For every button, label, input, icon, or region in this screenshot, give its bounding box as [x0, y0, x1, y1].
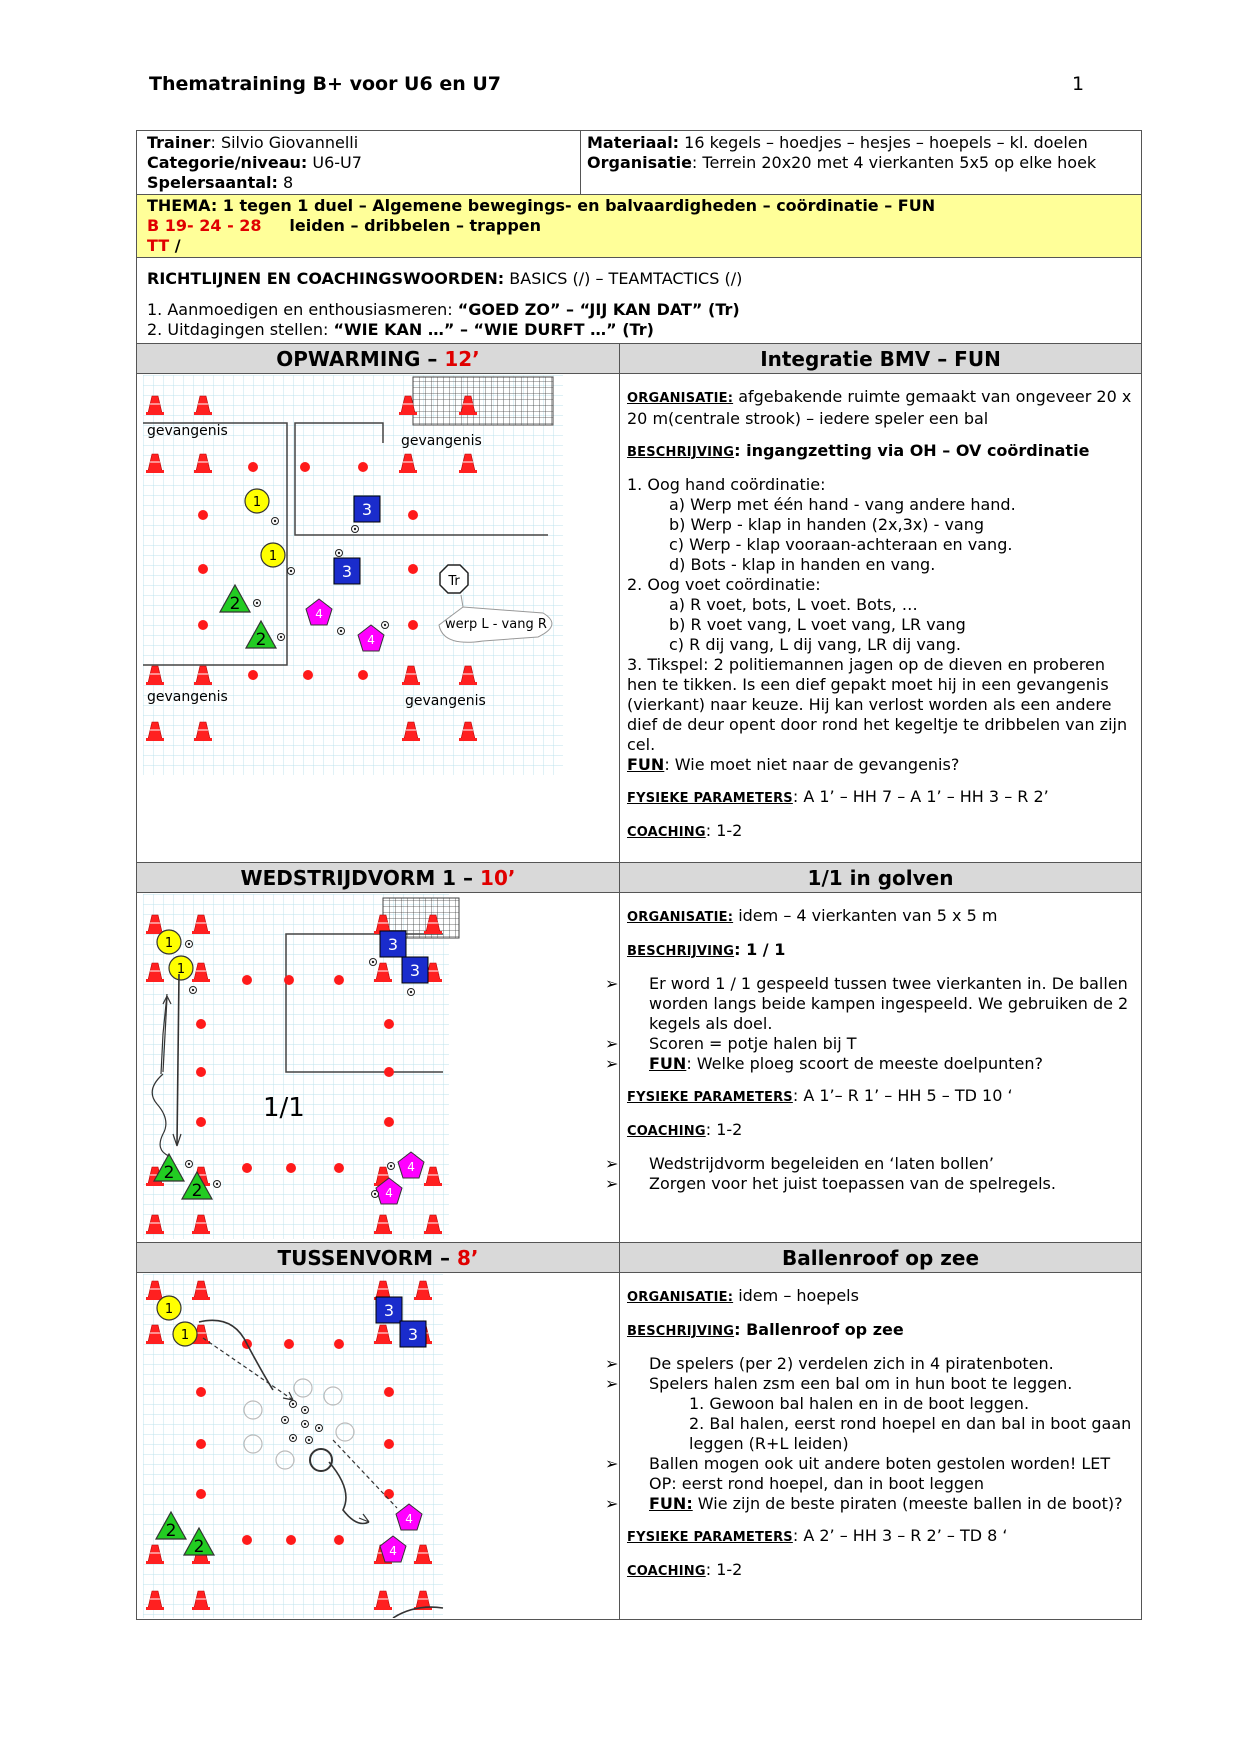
intermediate-theme-header: Ballenroof op zee	[620, 1243, 1141, 1272]
prison-label: gevangenis	[147, 689, 228, 705]
prison-label: gevangenis	[405, 693, 486, 709]
guidelines: RICHTLIJNEN EN COACHINGSWOORDEN: BASICS (/) – TEAMTACTICS (/) 1. Aanmoedigen en enthousiasmeren: “GOED ZO” – “JIJ KAN DAT” (Tr) 2. Uitdagingen stellen: “WIE KAN …” – “WIE DURFT …” (Tr)	[147, 269, 743, 339]
callout-text: werp L - vang R	[445, 617, 547, 632]
trainer-info: Trainer: Silvio Giovannelli Categorie/niveau: U6-U7 Spelersaantal: 8	[147, 133, 362, 192]
match-form-diagram	[143, 894, 617, 1239]
warmup-header: OPWARMING – 12’	[137, 344, 619, 373]
material-info: Materiaal: 16 kegels – hoedjes – hesjes – hoepels – kl. doelen Organisatie: Terrein 20x20 met 4 vierkanten 5x5 op elke hoek	[587, 133, 1097, 172]
coach-marker	[440, 565, 468, 593]
prison-label: gevangenis	[147, 423, 228, 439]
intermediate-description: ORGANISATIE: idem – hoepels BESCHRIJVING: Ballenroof op zee ➢ De spelers (per 2) verdelen zich in 4 piratenboten. ➢ Spelers halen zsm een bal om in hun boot te leggen. 1. Gewoon bal halen en in de boot leggen. 2. Bal halen, eerst rond hoepel en dan bal in boot gaan leggen (R+L leiden) ➢ Ballen mogen ook uit andere boten gestolen worden! LET OP: eerst rond hoepel, dan in boot leggen ➢ FUN: Wie zijn de beste piraten (meeste ballen in de boot)? FYSIEKE PARAMETERS: A 2’ – HH 3 – R 2’ – TD 8 ‘ COACHING: 1-2	[605, 1286, 1132, 1579]
match-form-theme-header: 1/1 in golven	[620, 863, 1141, 892]
svg-text:Tr: Tr	[448, 574, 460, 589]
duel-label: 1/1	[263, 1093, 305, 1123]
warmup-description: ORGANISATIE: afgebakende ruimte gemaakt van ongeveer 20 x 20 m(centrale strook) – iedere speler een bal BESCHRIJVING: ingangzetting via OH – OV coördinatie 1. Oog hand coördinatie: a) Werp met één hand - vang andere hand. b) Werp - klap in handen (2x,3x) - vang c) Werp - klap vooraan-achteraan en vang. d) Bots - klap in handen en vang. 2. Oog voet coördinatie: a) R voet, bots, L voet. Bots, … b) R voet vang, L voet vang, LR vang c) R dij vang, L dij vang, LR dij vang. 3. Tikspel: 2 politiemannen jagen op de dieven en proberen hen te tikken. Is een dief gepakt moet hij in een gevangenis (vierkant) naar keuze. Hij kan verlost worden als een andere dief de deur opent door rond het kegeltje te dribbelen van zijn cel. FUN: Wie moet niet naar de gevangenis? FYSIEKE PARAMETERS: A 1’ – HH 7 – A 1’ – HH 3 – R 2’ COACHING: 1-2	[627, 387, 1132, 840]
match-form-header: WEDSTRIJDVORM 1 – 10’	[137, 863, 619, 892]
warmup-diagram	[143, 375, 617, 791]
warmup-theme-header: Integratie BMV – FUN	[620, 344, 1141, 373]
theme-block: THEMA: 1 tegen 1 duel – Algemene bewegings- en balvaardigheden – coördinatie – FUN B 19- 24 - 28 leiden – dribbelen – trappen TT /	[137, 195, 1141, 257]
page-number: 1	[1072, 73, 1085, 95]
prison-label: gevangenis	[401, 433, 482, 449]
intermediate-diagram	[143, 1274, 617, 1618]
page-title: Thematraining B+ voor U6 en U7	[149, 73, 501, 95]
training-sheet	[136, 130, 1142, 1620]
match-form-description: ORGANISATIE: idem – 4 vierkanten van 5 x 5 m BESCHRIJVING: 1 / 1 ➢ Er word 1 / 1 gespeeld tussen twee vierkanten in. De ballen worden langs beide kampen ingespeeld. We gebruiken de 2 kegels als doel. ➢ Scoren = potje halen bij T ➢ FUN: Welke ploeg scoort de meeste doelpunten? FYSIEKE PARAMETERS: A 1’– R 1’ – HH 5 – TD 10 ‘ COACHING: 1-2 ➢ Wedstrijdvorm begeleiden en ‘laten bollen’ ➢ Zorgen voor het juist toepassen van de spelregels.	[605, 906, 1129, 1193]
intermediate-header: TUSSENVORM – 8’	[137, 1243, 619, 1272]
